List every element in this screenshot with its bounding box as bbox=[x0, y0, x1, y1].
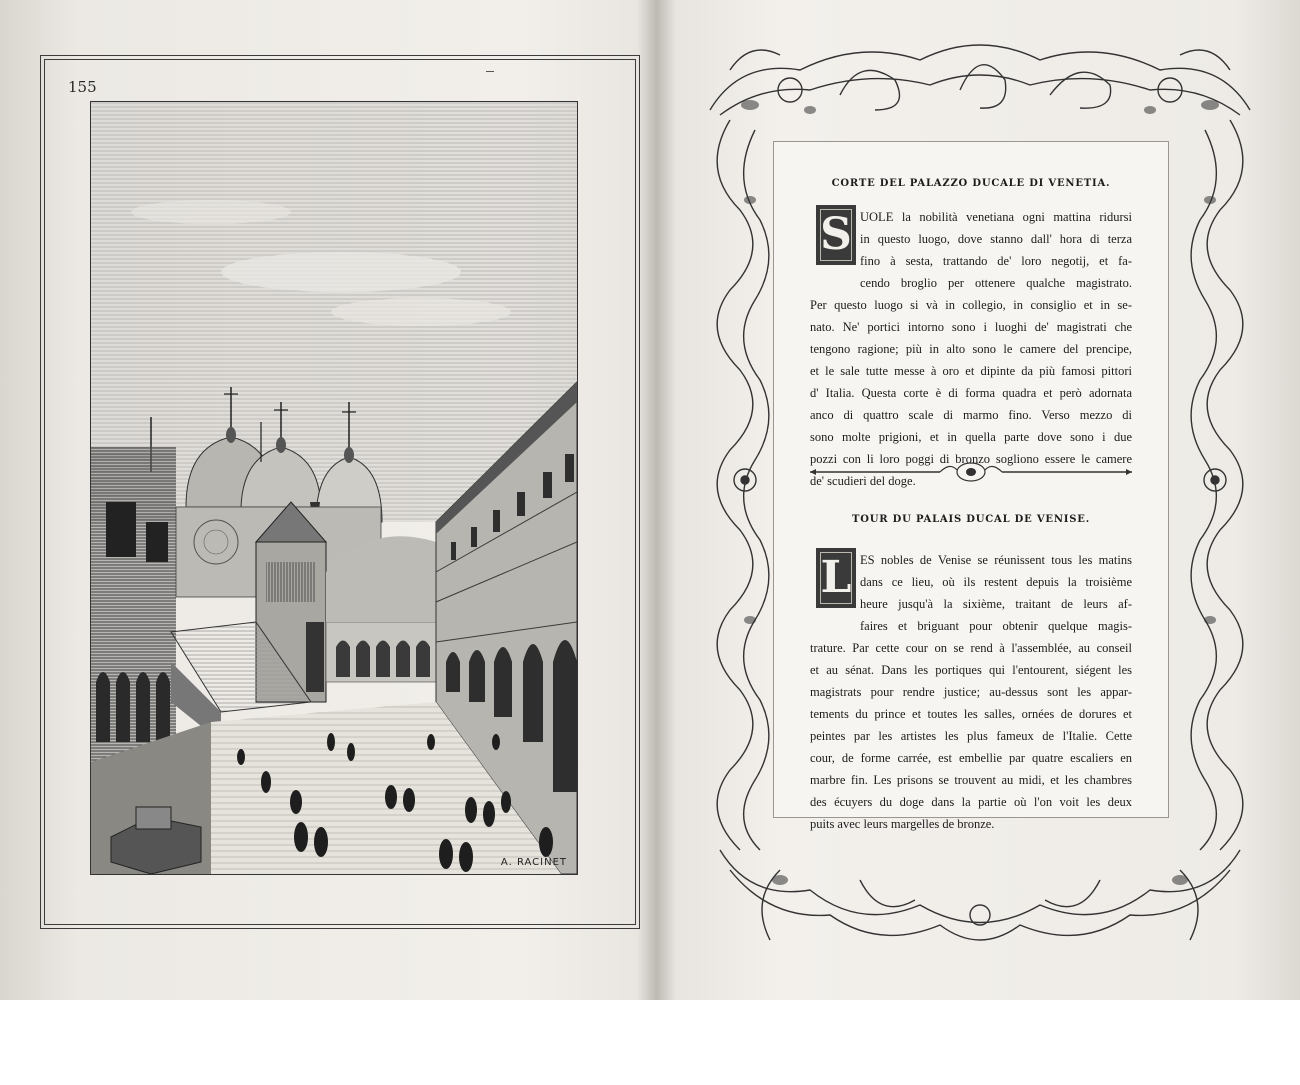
italian-line: in questo luogo, dove stanno dall' hora di terza bbox=[860, 232, 1132, 246]
italian-line: cendo broglio per ottenere qualche magistrato. bbox=[860, 276, 1132, 290]
italian-dropcap: S bbox=[816, 205, 856, 265]
french-line: puits avec leurs margelles de bronze. bbox=[810, 817, 995, 831]
left-page bbox=[0, 0, 660, 1000]
italian-line: nato. Ne' portici intorno sono i luoghi de' magistrati che bbox=[810, 320, 1132, 334]
french-line: marbre fin. Les prisons se trouvent au midi, et les chambres bbox=[810, 773, 1132, 787]
french-line: heure jusqu'à la sixième, traitant de leurs af- bbox=[860, 597, 1132, 611]
french-line: tements du prince et toutes les salles, ornées de dorures et bbox=[810, 707, 1132, 721]
italian-line: sono molte prigioni, et in quella parte dove sono i due bbox=[810, 430, 1132, 444]
section-divider-ornament bbox=[810, 460, 1132, 484]
french-line: cour, de forme carrée, est embellie par quatre escaliers en bbox=[810, 751, 1132, 765]
french-line: ES nobles de Venise se réunissent tous les matins bbox=[860, 553, 1132, 567]
italian-line: d' Italia. Questa corte è di forma quadra et però adornata bbox=[810, 386, 1132, 400]
french-heading: TOUR DU PALAIS DUCAL DE VENISE. bbox=[852, 514, 1090, 525]
french-line: faires et briguant pour obtenir quelque magis- bbox=[860, 619, 1132, 633]
french-line: des écuyers du doge dans la partie où l'on voit les deux bbox=[810, 795, 1132, 809]
printer-mark bbox=[486, 71, 494, 72]
italian-line: Per questo luogo si và in collegio, in consiglio et in se- bbox=[810, 298, 1132, 312]
french-dropcap: L bbox=[816, 548, 856, 608]
italian-line: pozzi con li loro poggi di bronzo sogliono essere le camere bbox=[810, 452, 1132, 466]
french-line: trature. Par cette cour on se rend à l'assemblée, au conseil bbox=[810, 641, 1132, 655]
engraving-illustration bbox=[91, 102, 577, 874]
italian-line: de' scudieri del doge. bbox=[810, 474, 916, 488]
italian-heading: CORTE DEL PALAZZO DUCALE DI VENETIA. bbox=[831, 178, 1111, 189]
italian-line: tengono ragione; più in alto sono le camere del prencipe, bbox=[810, 342, 1132, 356]
french-line: et au sénat. Dans les portiques qui l'entourent, siégent les bbox=[810, 663, 1132, 677]
italian-line: fino à sesta, trattando de' loro negotij, et fa- bbox=[860, 254, 1132, 268]
text-panel bbox=[773, 141, 1169, 831]
french-line: peintes par les artistes les plus fameux de l'Italie. Cette bbox=[810, 729, 1132, 743]
engraver-signature: A. RACINET bbox=[500, 857, 567, 868]
engraving-doge-palace-courtyard bbox=[90, 101, 578, 875]
french-line: dans ce lieu, où ils restent depuis la troisième bbox=[860, 575, 1132, 589]
italian-line: anco di quattro scale di marmo fino. Verso mezzo di bbox=[810, 408, 1132, 422]
french-line: magistrats pour rendre justice; au-dessus sont les appar- bbox=[810, 685, 1132, 699]
right-page bbox=[660, 0, 1300, 1000]
italian-line: et le sale tutte messe à oro et dipinte da più famosi pittori bbox=[810, 364, 1132, 378]
page-number: 155 bbox=[68, 78, 97, 96]
italian-line: UOLE la nobilità venetiana ogni mattina ridursi bbox=[860, 210, 1132, 224]
